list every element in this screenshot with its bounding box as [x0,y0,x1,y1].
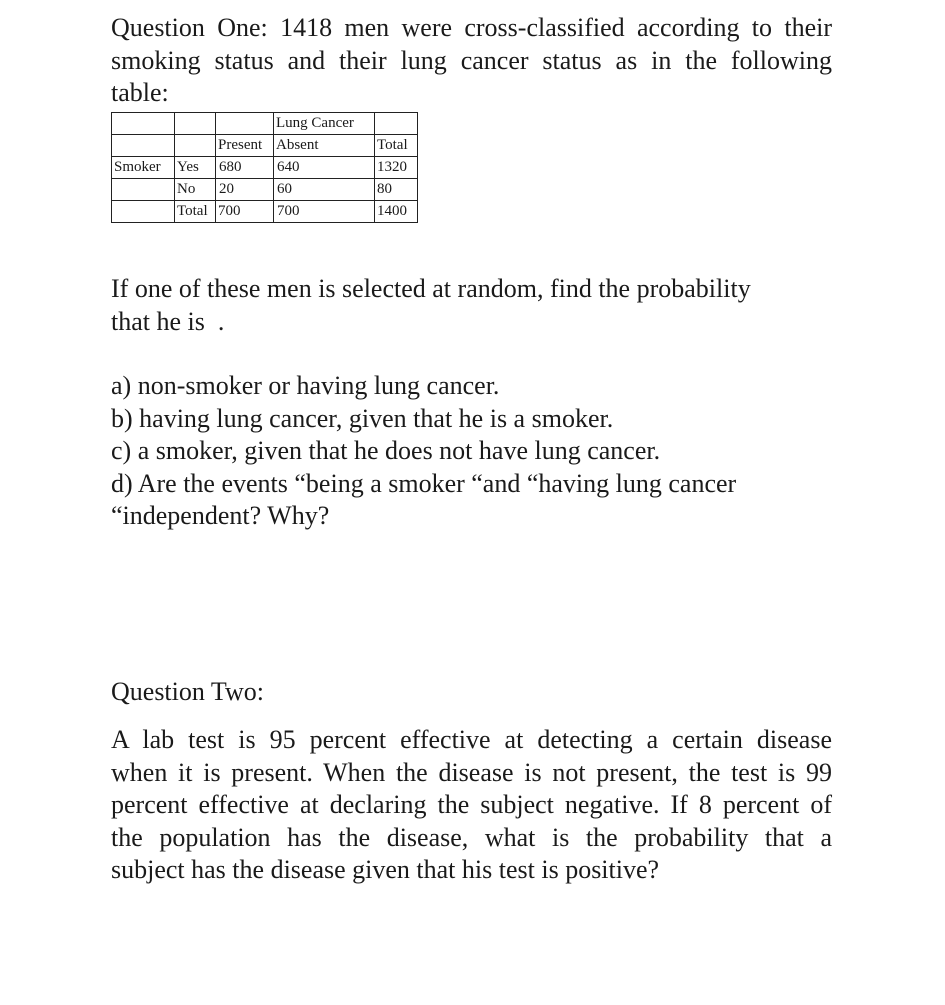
question-two-line: the population has the disease, what is the probability that a [111,822,832,852]
question-two-body [111,724,832,887]
table-cell-empty [112,135,175,157]
question-two-heading-text: Question Two: [111,677,264,706]
cell-absent: 700 [274,201,375,223]
cell-present: 700 [216,201,274,223]
cross-classification-table [111,112,418,223]
question-two-line: percent effective at declaring the subject negative. If 8 percent of [111,790,832,819]
table-cell-empty [175,113,216,135]
question-one-intro-line: table: [111,78,169,107]
table-cell-empty [112,113,175,135]
row-label: No [175,179,216,201]
question-two-line: when it is present. When the disease is not present, the test is 99 [111,757,832,787]
row-group-smoker: Smoker [112,157,175,179]
table-cell-empty [112,201,175,223]
table-row [112,201,418,223]
cell-total: 1320 [375,157,418,179]
cell-present: 680 [216,157,274,179]
question-one-intro-line: smoking status and their lung cancer status as in the following [111,45,832,75]
part-d: d) Are the events “being a smoker “and “having lung cancer [111,468,737,498]
question-two-line: subject has the disease given that his test is positive? [111,855,660,884]
part-b: b) having lung cancer, given that he is a smoker. [111,403,614,433]
question-two-heading [111,676,264,709]
part-d-continued: “independent? Why? [111,501,330,530]
part-a: a) non-smoker or having lung cancer. [111,371,500,400]
cell-present: 20 [216,179,274,201]
question-one-prompt-line: If one of these men is selected at random, find the probability [111,274,751,303]
question-one-parts [111,370,736,533]
cell-total: 1400 [375,201,418,223]
cell-absent: 60 [274,179,375,201]
row-label: Total [175,201,216,223]
question-two-line: A lab test is 95 percent effective at detecting a certain disease [111,725,832,754]
cell-total: 80 [375,179,418,201]
table-row [112,179,418,201]
header-present: Present [216,135,274,157]
question-one-prompt [111,273,751,338]
row-label: Yes [175,157,216,179]
table-cell-empty [112,179,175,201]
cell-absent: 640 [274,157,375,179]
table-cell-empty [216,113,274,135]
table-row [112,135,418,157]
table-cell-empty [375,113,418,135]
table-cell-empty [175,135,216,157]
table-row [112,157,418,179]
part-c: c) a smoker, given that he does not have lung cancer. [111,436,661,465]
table-row [112,113,418,135]
question-one-intro-line: Question One: 1418 men were cross-classified according to their [111,13,832,42]
question-one-intro [111,12,832,110]
header-absent: Absent [274,135,375,157]
question-one-prompt-line: that he is . [111,306,225,336]
header-lung-cancer: Lung Cancer [274,113,375,135]
header-total: Total [375,135,418,157]
